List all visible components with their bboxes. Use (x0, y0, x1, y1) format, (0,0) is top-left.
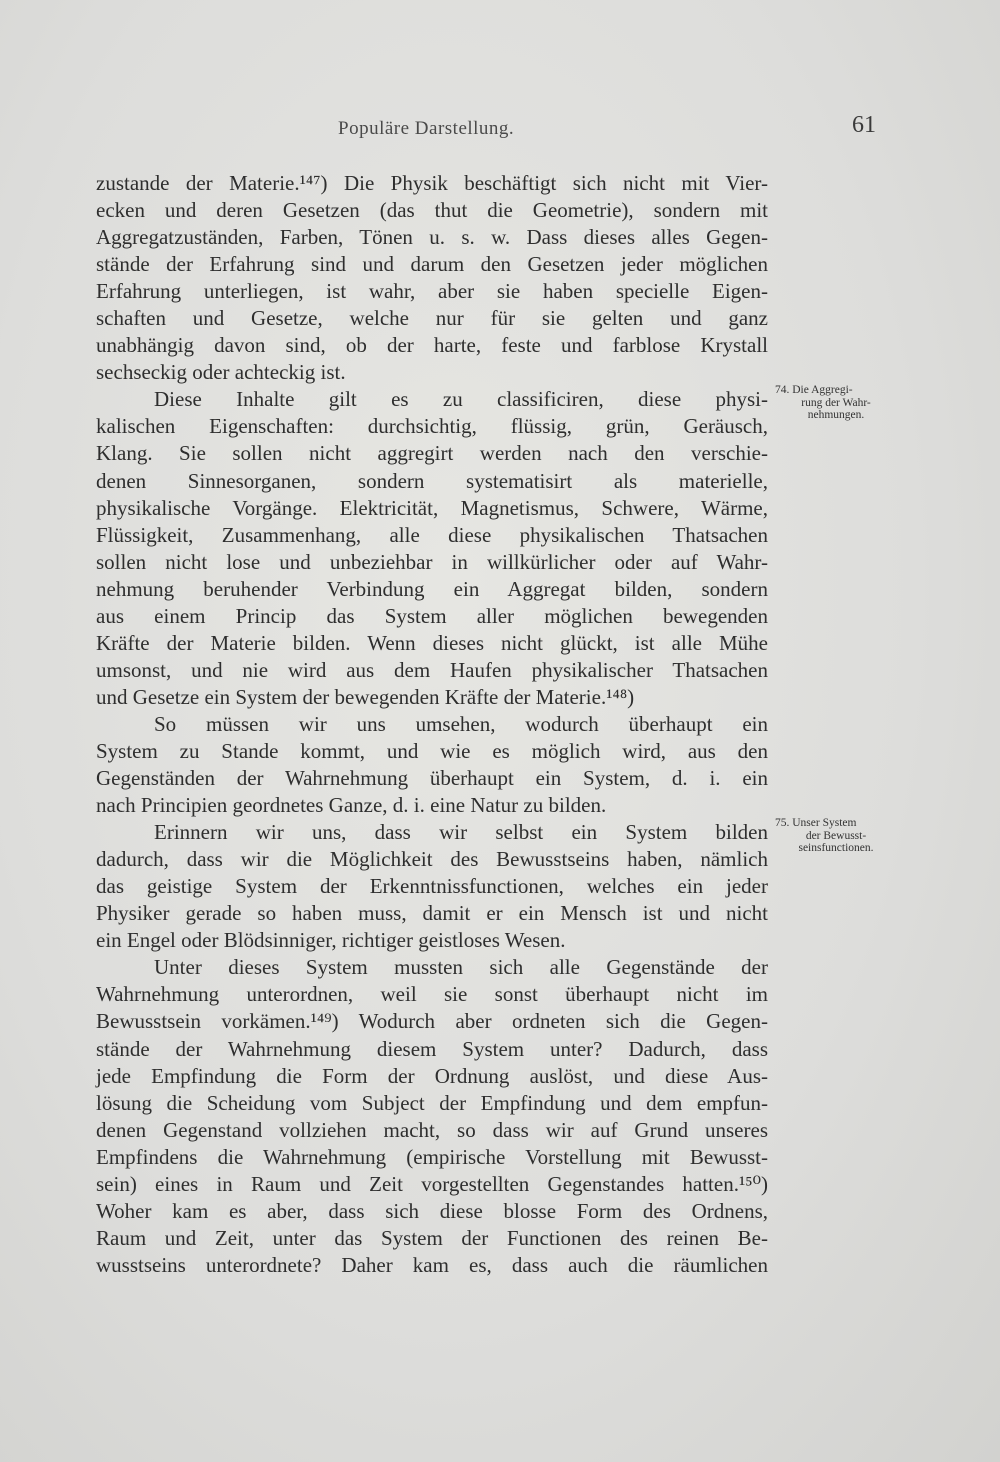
text-line: kalischen Eigenschaften: durchsichtig, flüssig, grün, Geräusch, (96, 414, 768, 439)
text-line: dadurch, dass wir die Möglichkeit des Bewusstseins haben, nämlich (96, 847, 768, 872)
margin-note-line: seinsfunctionen. (798, 842, 874, 854)
text-line: denen Sinnesorganen, sondern systematisirt als materielle, (96, 468, 768, 493)
running-head: Populäre Darstellung. (338, 118, 515, 139)
text-line: nehmung beruhender Verbindung ein Aggregat bilden, sondern (96, 576, 768, 601)
margin-note-line: 74. Die Aggregi- (775, 384, 853, 396)
margin-note-75 (775, 817, 897, 855)
text-line: umsonst, und nie wird aus dem Haufen physikalischer Thatsachen (96, 657, 768, 682)
text-line: Erfahrung unterliegen, ist wahr, aber sie haben specielle Eigen- (96, 279, 768, 304)
text-line: ein Engel oder Blödsinniger, richtiger geistloses Wesen. (96, 928, 566, 953)
text-line: Woher kam es aber, dass sich diese blosse Form des Ordnens, (96, 1198, 768, 1223)
text-line: unabhängig davon sind, ob der harte, feste und farblose Krystall (96, 333, 768, 358)
text-line: Bewusstsein vorkämen.¹⁴⁹) Wodurch aber ordneten sich die Gegen- (96, 1009, 768, 1034)
text-line: sechseckig oder achteckig ist. (96, 360, 346, 385)
text-line: Raum und Zeit, unter das System der Functionen des reinen Be- (96, 1225, 768, 1250)
margin-note-line: 75. Unser System (775, 817, 857, 829)
text-line: schaften und Gesetze, welche nur für sie gelten und ganz (96, 306, 768, 331)
text-line: Kräfte der Materie bilden. Wenn dieses nicht glückt, ist alle Mühe (96, 630, 768, 655)
text-line: zustande der Materie.¹⁴⁷) Die Physik beschäftigt sich nicht mit Vier- (96, 171, 768, 195)
text-line: Unter dieses System mussten sich alle Gegenstände der (154, 955, 768, 980)
body-text (96, 170, 768, 1279)
text-line: sein) eines in Raum und Zeit vorgestellten Gegenstandes hatten.¹⁵⁰) (96, 1171, 768, 1196)
text-line: Gegenständen der Wahrnehmung überhaupt ein System, d. i. ein (96, 766, 768, 791)
text-line: stände der Erfahrung sind und darum den Gesetzen jeder möglichen (96, 252, 768, 277)
text-line: nach Principien geordnetes Ganze, d. i. eine Natur zu bilden. (96, 793, 607, 818)
text-line: Flüssigkeit, Zusammenhang, alle diese physikalischen Thatsachen (96, 522, 768, 547)
text-line: Physiker gerade so haben muss, damit er ein Mensch ist und nicht (96, 901, 768, 926)
text-line: das geistige System der Erkenntnissfunctionen, welches ein jeder (96, 874, 768, 899)
text-line: Wahrnehmung unterordnen, weil sie sonst überhaupt nicht im (96, 982, 768, 1007)
page-number: 61 (852, 112, 876, 138)
margin-note-74 (775, 384, 897, 422)
text-line: Erinnern wir uns, dass wir selbst ein System bilden (154, 820, 768, 845)
margin-note-line: nehmungen. (807, 409, 865, 421)
text-line: physikalische Vorgänge. Elektricität, Magnetismus, Schwere, Wärme, (96, 495, 768, 520)
text-line: und Gesetze ein System der bewegenden Kräfte der Materie.¹⁴⁸) (96, 684, 635, 709)
text-line: stände der Wahrnehmung diesem System unter? Dadurch, dass (96, 1036, 768, 1061)
text-line: wusstseins unterordnete? Daher kam es, dass auch die räumlichen (96, 1252, 768, 1277)
text-line: aus einem Princip das System aller möglichen bewegenden (96, 603, 768, 628)
text-line: So müssen wir uns umsehen, wodurch überhaupt ein (154, 711, 768, 736)
text-line: jede Empfindung die Form der Ordnung auslöst, und diese Aus- (96, 1063, 768, 1088)
text-line: lösung die Scheidung vom Subject der Empfindung und dem empfun- (96, 1090, 768, 1115)
text-line: Klang. Sie sollen nicht aggregirt werden nach den verschie- (96, 441, 768, 466)
text-line: sollen nicht lose und unbeziehbar in willkürlicher oder auf Wahr- (96, 549, 768, 574)
text-line: denen Gegenstand vollziehen macht, so dass wir auf Grund unseres (96, 1117, 768, 1142)
margin-note-line: rung der Wahr- (801, 396, 871, 409)
text-line: Diese Inhalte gilt es zu classificiren, diese physi- (154, 387, 768, 412)
text-line: System zu Stande kommt, und wie es möglich wird, aus den (96, 738, 768, 763)
margin-note-line: der Bewusst- (805, 829, 867, 842)
text-line: Empfindens die Wahrnehmung (empirische Vorstellung mit Bewusst- (96, 1144, 768, 1169)
text-line: Aggregatzuständen, Farben, Tönen u. s. w. Dass dieses alles Gegen- (96, 225, 768, 250)
text-line: ecken und deren Gesetzen (das thut die Geometrie), sondern mit (96, 198, 768, 223)
